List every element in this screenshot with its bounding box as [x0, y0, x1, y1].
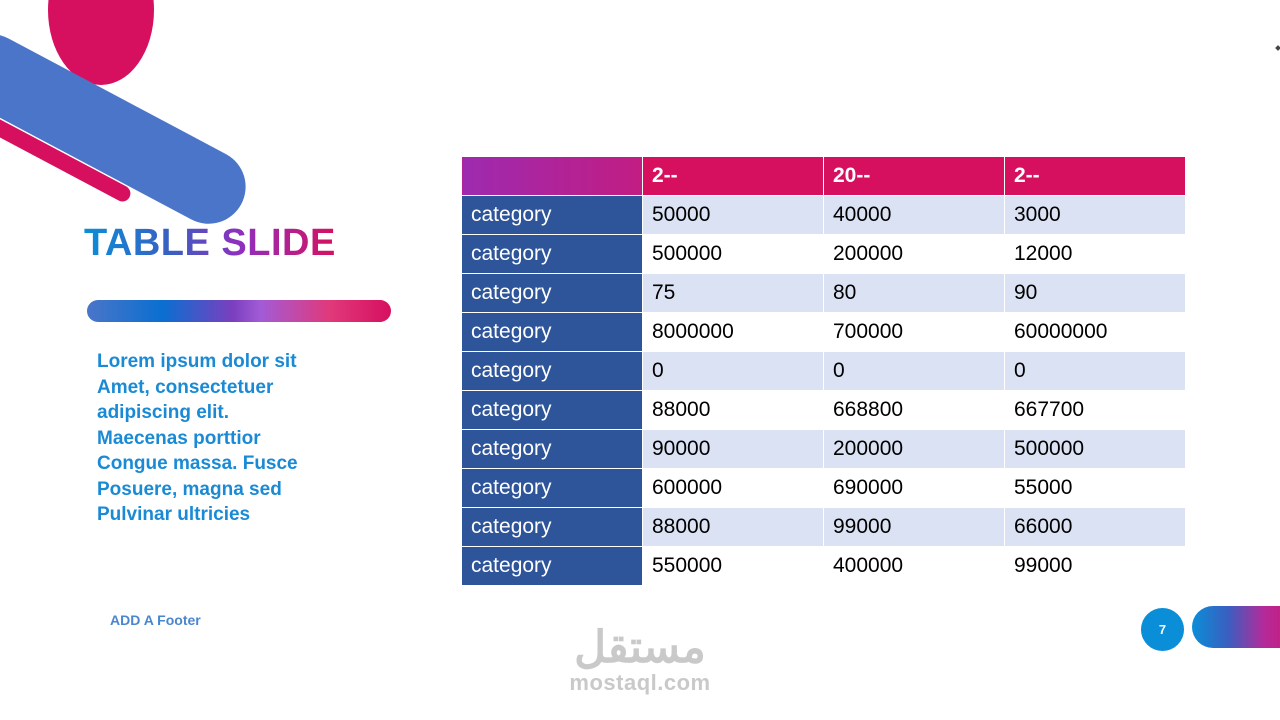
table-cell: 0: [643, 352, 824, 391]
row-header-cell: category: [462, 469, 643, 508]
body-line: Lorem ipsum dolor sit: [97, 351, 297, 372]
table-cell: 66000: [1005, 508, 1186, 547]
table-row: [462, 430, 1186, 469]
column-header: 20--: [824, 157, 1005, 196]
body-text: [97, 349, 397, 528]
table-cell: 99000: [1005, 547, 1186, 586]
table-cell: 99000: [824, 508, 1005, 547]
table-cell: 500000: [643, 235, 824, 274]
row-header-cell: category: [462, 313, 643, 352]
decorative-gradient-pill: [1192, 606, 1280, 648]
table-cell: 3000: [1005, 196, 1186, 235]
table-cell: 550000: [643, 547, 824, 586]
row-header-cell: category: [462, 235, 643, 274]
table-cell: 700000: [824, 313, 1005, 352]
table-cell: 200000: [824, 235, 1005, 274]
table-cell: 8000000: [643, 313, 824, 352]
table-row: [462, 274, 1186, 313]
row-header-cell: category: [462, 391, 643, 430]
watermark: [540, 623, 740, 696]
table-cell: 0: [824, 352, 1005, 391]
table-row: [462, 352, 1186, 391]
decorative-corner-mark: [1275, 45, 1280, 51]
table-cell: 200000: [824, 430, 1005, 469]
table-row: [462, 469, 1186, 508]
table-row: [462, 391, 1186, 430]
table-cell: 90000: [643, 430, 824, 469]
body-line: Amet, consectetuer: [97, 376, 274, 398]
table-header-row: [462, 157, 1186, 196]
page-number: 7: [1158, 622, 1167, 637]
table-corner-cell: [462, 157, 643, 196]
body-line: Posuere, magna sed: [97, 478, 282, 500]
table-cell: 88000: [643, 391, 824, 430]
table-cell: 500000: [1005, 430, 1186, 469]
body-line: Maecenas porttior: [97, 427, 261, 449]
table-cell: 400000: [824, 547, 1005, 586]
watermark-logo: مستقل: [574, 623, 706, 672]
slide-title: TABLE SLIDE: [84, 222, 336, 264]
table-cell: 80: [824, 274, 1005, 313]
body-line: Pulvinar ultricies: [97, 504, 251, 525]
table-cell: 75: [643, 274, 824, 313]
table-row: [462, 547, 1186, 586]
row-header-cell: category: [462, 430, 643, 469]
data-table: [461, 156, 1186, 586]
body-line: adipiscing elit.: [97, 402, 229, 423]
table-cell: 600000: [643, 469, 824, 508]
table-row: [462, 196, 1186, 235]
table-cell: 90: [1005, 274, 1186, 313]
table-cell: 12000: [1005, 235, 1186, 274]
slide-footer: ADD A Footer: [110, 612, 201, 628]
row-header-cell: category: [462, 196, 643, 235]
row-header-cell: category: [462, 274, 643, 313]
table-row: [462, 235, 1186, 274]
table-cell: 60000000: [1005, 313, 1186, 352]
table-cell: 0: [1005, 352, 1186, 391]
page-number-badge: [1141, 608, 1184, 651]
row-header-cell: category: [462, 352, 643, 391]
row-header-cell: category: [462, 508, 643, 547]
column-header: 2--: [643, 157, 824, 196]
table-cell: 88000: [643, 508, 824, 547]
title-gradient-bar: [87, 300, 391, 322]
row-header-cell: category: [462, 547, 643, 586]
body-line: Congue massa. Fusce: [97, 453, 298, 474]
table-cell: 690000: [824, 469, 1005, 508]
table-row: [462, 508, 1186, 547]
table-cell: 55000: [1005, 469, 1186, 508]
table-cell: 668800: [824, 391, 1005, 430]
table-row: [462, 313, 1186, 352]
watermark-url: mostaql.com: [569, 670, 711, 695]
table-cell: 667700: [1005, 391, 1186, 430]
table-cell: 50000: [643, 196, 824, 235]
table-cell: 40000: [824, 196, 1005, 235]
column-header: 2--: [1005, 157, 1186, 196]
